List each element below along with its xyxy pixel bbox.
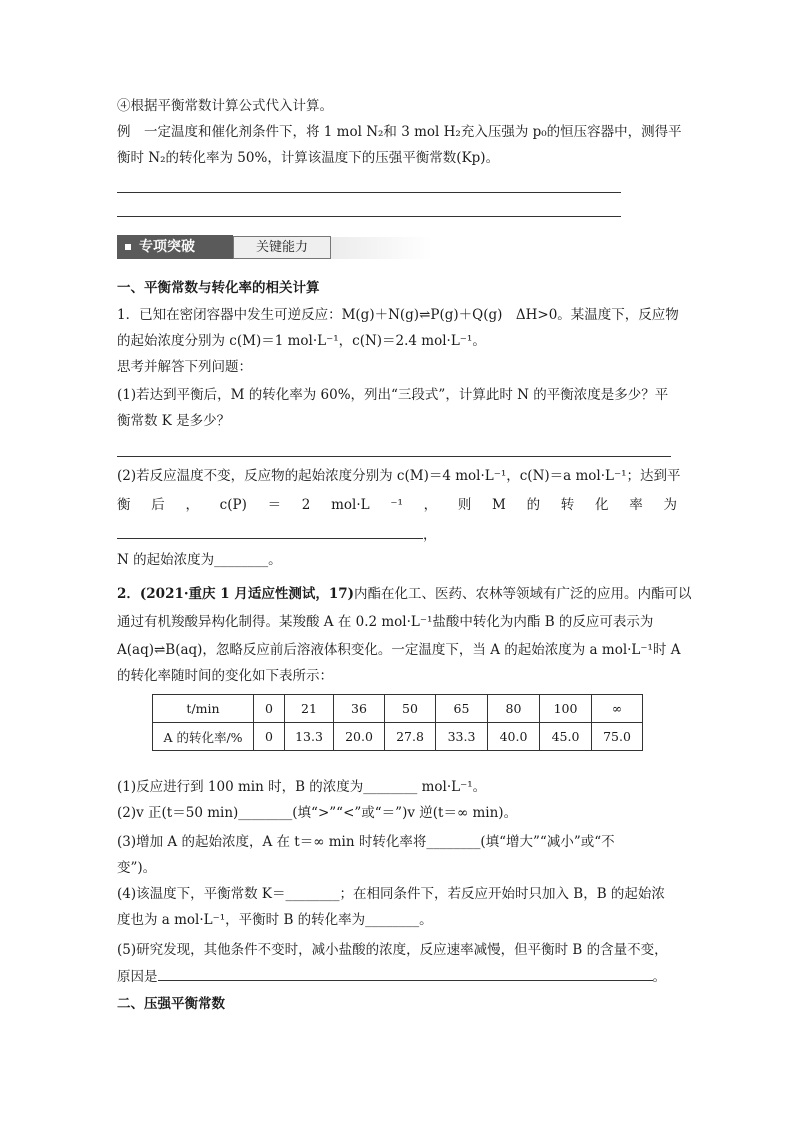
table-cell: 100 [540, 695, 592, 723]
table-cell: 45.0 [540, 723, 592, 751]
word: ， [185, 497, 199, 513]
table-cell: 27.8 [385, 723, 436, 751]
answer-blank [117, 524, 423, 539]
word: ＝ [267, 497, 282, 513]
reason-label: 原因是 [117, 969, 158, 985]
answer-line [117, 216, 621, 217]
q2-line-1 [117, 584, 692, 604]
table-cell: 33.3 [436, 723, 488, 751]
q2-line-3: A(aq)⇌B(aq)，忽略反应前后溶液体积变化。一定温度下，当 A 的起始浓度为 a mol·L⁻¹时 A [117, 642, 681, 658]
table-cell: 40.0 [488, 723, 540, 751]
conversion-table [152, 694, 643, 751]
example-line-1: 例 一定温度和催化剂条件下，将 1 mol N₂和 3 mol H₂充入压强为 p₀的恒压容器中，测得平 [117, 124, 682, 140]
part1-heading: 一、平衡常数与转化率的相关计算 [117, 280, 320, 296]
table-cell: ∞ [592, 695, 643, 723]
table-cell: 20.0 [334, 723, 385, 751]
word: 的 [526, 497, 541, 513]
q2-line-4: 的转化率随时间的变化如下表所示： [117, 668, 333, 684]
square-bullet-icon [125, 244, 131, 250]
q2-s3-line-1: (3)增加 A 的起始浓度，A 在 t＝∞ min 时转化率将________(填“增大”“减小”或“不 [117, 834, 615, 850]
table-row [153, 695, 643, 723]
table-row [153, 723, 643, 751]
q1-sub2-line-2 [117, 495, 677, 515]
answer-line [117, 456, 671, 457]
word: ⁻¹ [390, 497, 403, 513]
word: 转 [560, 497, 575, 513]
table-cell: 50 [385, 695, 436, 723]
q1-line-1: 1．已知在密闭容器中发生可逆反应：M(g)＋N(g)⇌P(g)＋Q(g) ΔH>0。某温度下，反应物 [117, 307, 679, 323]
q2-s4-line-1: (4)该温度下，平衡常数 K＝________；在相同条件下，若反应开始时只加入 B，B 的起始浓 [117, 886, 665, 902]
word: 则 [457, 497, 472, 513]
q1-sub2-line-1: (2)若反应温度不变，反应物的起始浓度分别为 c(M)＝4 mol·L⁻¹，c(N)＝a mol·L⁻¹；达到平 [117, 468, 681, 484]
word: mol·L [331, 497, 370, 513]
period: 。 [652, 969, 666, 985]
table-cell: 36 [334, 695, 385, 723]
q1-line-3: 思考并解答下列问题： [117, 359, 252, 375]
table-cell: 75.0 [592, 723, 643, 751]
table-cell: A 的转化率/% [153, 723, 254, 751]
q2-s2: (2)v 正(t＝50 min)________(填“>”“<”或“＝”)v 逆(t＝∞ min)。 [117, 805, 518, 821]
table-cell: 0 [254, 695, 285, 723]
part2-heading: 二、压强平衡常数 [117, 996, 225, 1012]
word: c(P) [219, 497, 247, 513]
word: 化 [595, 497, 609, 513]
table-cell: 21 [285, 695, 334, 723]
word: ， [423, 497, 438, 513]
answer-blank [158, 966, 653, 981]
q2-line-1-text: 内酯在化工、医药、农林等领域有广泛的应用。内酯可以 [354, 586, 692, 602]
word: 为 [663, 497, 677, 513]
example-line-2: 衡时 N₂的转化率为 50%，计算该温度下的压强平衡常数(Kp)。 [117, 150, 500, 166]
q1-sub1-line-1: (1)若达到平衡后，M 的转化率为 60%，列出“三段式”，计算此时 N 的平衡浓度是多少？平 [117, 387, 669, 403]
q2-line-2: 通过有机羧酸异构化制得。某羧酸 A 在 0.2 mol·L⁻¹盐酸中转化为内酯 B 的反应可表示为 [117, 614, 654, 630]
q2-source: 2．(2021·重庆 1 月适应性测试，17) [117, 586, 355, 602]
q2-s5-line-2 [117, 966, 666, 987]
table-cell: 13.3 [285, 723, 334, 751]
word: 率 [629, 497, 643, 513]
section-label: 关键能力 [233, 236, 331, 259]
q2-s3-line-2: 变”)。 [117, 860, 157, 876]
table-cell: 65 [436, 695, 488, 723]
section-tag-text: 专项突破 [139, 239, 195, 255]
step4-text: ④根据平衡常数计算公式代入计算。 [117, 98, 333, 114]
word: 后 [151, 497, 165, 513]
word: 2 [301, 497, 311, 513]
word: 衡 [117, 497, 131, 513]
section-tag [117, 235, 233, 259]
answer-line [117, 192, 621, 193]
q1-sub2-line-4: N 的起始浓度为________。 [117, 552, 282, 568]
q1-sub2-line-3 [117, 524, 437, 545]
q1-line-2: 的起始浓度分别为 c(M)＝1 mol·L⁻¹，c(N)＝2.4 mol·L⁻¹。 [117, 333, 486, 349]
section-header [117, 235, 432, 261]
table-cell: t/min [153, 695, 254, 723]
q1-sub1-line-2: 衡常数 K 是多少？ [117, 413, 231, 429]
q2-s1: (1)反应进行到 100 min 时，B 的浓度为________ mol·L⁻¹。 [117, 779, 487, 795]
q2-s5-line-1: (5)研究发现，其他条件不变时，减小盐酸的浓度，反应速率减慢，但平衡时 B 的含量不变， [117, 942, 668, 958]
q2-s4-line-2: 度也为 a mol·L⁻¹，平衡时 B 的转化率为________。 [117, 912, 433, 928]
table-cell: 80 [488, 695, 540, 723]
word: M [492, 497, 506, 513]
table-cell: 0 [254, 723, 285, 751]
comma: ， [423, 527, 437, 543]
